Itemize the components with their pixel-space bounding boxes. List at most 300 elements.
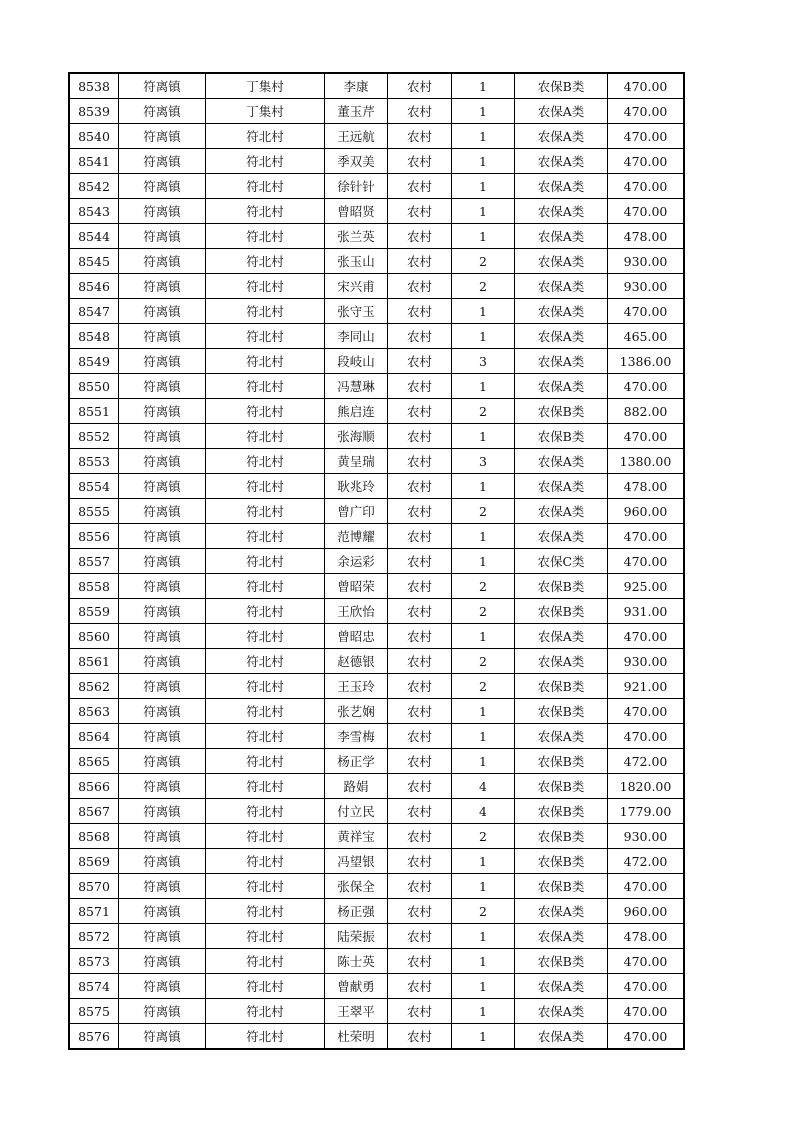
category-cell: 农保B类 xyxy=(515,424,608,449)
town-cell: 符离镇 xyxy=(119,499,206,524)
name-cell: 范博耀 xyxy=(325,524,388,549)
town-cell: 符离镇 xyxy=(119,599,206,624)
town-cell: 符离镇 xyxy=(119,299,206,324)
member-count-cell: 1 xyxy=(452,474,515,499)
town-cell: 符离镇 xyxy=(119,874,206,899)
town-cell: 符离镇 xyxy=(119,424,206,449)
member-count-cell: 1 xyxy=(452,374,515,399)
household-type-cell: 农村 xyxy=(388,974,452,999)
category-cell: 农保A类 xyxy=(515,524,608,549)
member-count-cell: 1 xyxy=(452,974,515,999)
member-count-cell: 1 xyxy=(452,199,515,224)
table-row xyxy=(69,349,684,374)
town-cell: 符离镇 xyxy=(119,474,206,499)
amount-cell: 470.00 xyxy=(608,174,685,199)
row-number-cell: 8549 xyxy=(69,349,119,374)
category-cell: 农保A类 xyxy=(515,499,608,524)
village-cell: 符北村 xyxy=(206,224,325,249)
member-count-cell: 3 xyxy=(452,349,515,374)
table-row xyxy=(69,849,684,874)
village-cell: 符北村 xyxy=(206,749,325,774)
amount-cell: 465.00 xyxy=(608,324,685,349)
member-count-cell: 1 xyxy=(452,949,515,974)
village-cell: 符北村 xyxy=(206,899,325,924)
row-number-cell: 8556 xyxy=(69,524,119,549)
village-cell: 符北村 xyxy=(206,624,325,649)
amount-cell: 470.00 xyxy=(608,374,685,399)
member-count-cell: 1 xyxy=(452,999,515,1024)
amount-cell: 472.00 xyxy=(608,849,685,874)
category-cell: 农保B类 xyxy=(515,824,608,849)
name-cell: 张艺娴 xyxy=(325,699,388,724)
table-row xyxy=(69,674,684,699)
category-cell: 农保A类 xyxy=(515,474,608,499)
household-type-cell: 农村 xyxy=(388,524,452,549)
table-row xyxy=(69,774,684,799)
village-cell: 符北村 xyxy=(206,324,325,349)
category-cell: 农保B类 xyxy=(515,73,608,99)
row-number-cell: 8541 xyxy=(69,149,119,174)
name-cell: 张玉山 xyxy=(325,249,388,274)
name-cell: 董玉芹 xyxy=(325,99,388,124)
household-type-cell: 农村 xyxy=(388,249,452,274)
town-cell: 符离镇 xyxy=(119,149,206,174)
village-cell: 符北村 xyxy=(206,949,325,974)
amount-cell: 930.00 xyxy=(608,824,685,849)
table-row xyxy=(69,149,684,174)
town-cell: 符离镇 xyxy=(119,399,206,424)
village-cell: 符北村 xyxy=(206,699,325,724)
member-count-cell: 1 xyxy=(452,874,515,899)
table-row xyxy=(69,324,684,349)
row-number-cell: 8572 xyxy=(69,924,119,949)
member-count-cell: 1 xyxy=(452,124,515,149)
name-cell: 曾献勇 xyxy=(325,974,388,999)
table-row xyxy=(69,949,684,974)
town-cell: 符离镇 xyxy=(119,774,206,799)
category-cell: 农保C类 xyxy=(515,549,608,574)
amount-cell: 470.00 xyxy=(608,549,685,574)
household-type-cell: 农村 xyxy=(388,274,452,299)
village-cell: 符北村 xyxy=(206,274,325,299)
category-cell: 农保B类 xyxy=(515,949,608,974)
name-cell: 张海顺 xyxy=(325,424,388,449)
member-count-cell: 1 xyxy=(452,299,515,324)
row-number-cell: 8540 xyxy=(69,124,119,149)
row-number-cell: 8568 xyxy=(69,824,119,849)
household-type-cell: 农村 xyxy=(388,73,452,99)
row-number-cell: 8547 xyxy=(69,299,119,324)
amount-cell: 925.00 xyxy=(608,574,685,599)
category-cell: 农保A类 xyxy=(515,624,608,649)
row-number-cell: 8557 xyxy=(69,549,119,574)
member-count-cell: 2 xyxy=(452,674,515,699)
category-cell: 农保B类 xyxy=(515,774,608,799)
village-cell: 符北村 xyxy=(206,824,325,849)
row-number-cell: 8566 xyxy=(69,774,119,799)
table-row xyxy=(69,549,684,574)
table-row xyxy=(69,374,684,399)
name-cell: 李同山 xyxy=(325,324,388,349)
household-type-cell: 农村 xyxy=(388,124,452,149)
household-type-cell: 农村 xyxy=(388,924,452,949)
village-cell: 符北村 xyxy=(206,999,325,1024)
row-number-cell: 8558 xyxy=(69,574,119,599)
category-cell: 农保A类 xyxy=(515,174,608,199)
member-count-cell: 2 xyxy=(452,899,515,924)
amount-cell: 470.00 xyxy=(608,299,685,324)
category-cell: 农保A类 xyxy=(515,924,608,949)
member-count-cell: 2 xyxy=(452,249,515,274)
row-number-cell: 8552 xyxy=(69,424,119,449)
household-type-cell: 农村 xyxy=(388,849,452,874)
row-number-cell: 8563 xyxy=(69,699,119,724)
amount-cell: 1386.00 xyxy=(608,349,685,374)
village-cell: 符北村 xyxy=(206,149,325,174)
member-count-cell: 1 xyxy=(452,73,515,99)
town-cell: 符离镇 xyxy=(119,199,206,224)
village-cell: 符北村 xyxy=(206,474,325,499)
member-count-cell: 4 xyxy=(452,799,515,824)
member-count-cell: 2 xyxy=(452,824,515,849)
table-row xyxy=(69,724,684,749)
member-count-cell: 1 xyxy=(452,699,515,724)
row-number-cell: 8570 xyxy=(69,874,119,899)
household-type-cell: 农村 xyxy=(388,424,452,449)
category-cell: 农保B类 xyxy=(515,399,608,424)
member-count-cell: 3 xyxy=(452,449,515,474)
table-row xyxy=(69,274,684,299)
table-row xyxy=(69,299,684,324)
row-number-cell: 8544 xyxy=(69,224,119,249)
row-number-cell: 8539 xyxy=(69,99,119,124)
allowance-table xyxy=(68,72,685,1050)
table-body xyxy=(69,73,684,1049)
category-cell: 农保B类 xyxy=(515,574,608,599)
member-count-cell: 1 xyxy=(452,924,515,949)
member-count-cell: 1 xyxy=(452,724,515,749)
village-cell: 符北村 xyxy=(206,299,325,324)
table-row xyxy=(69,574,684,599)
amount-cell: 470.00 xyxy=(608,974,685,999)
row-number-cell: 8546 xyxy=(69,274,119,299)
category-cell: 农保B类 xyxy=(515,674,608,699)
village-cell: 符北村 xyxy=(206,374,325,399)
category-cell: 农保A类 xyxy=(515,349,608,374)
amount-cell: 470.00 xyxy=(608,199,685,224)
row-number-cell: 8543 xyxy=(69,199,119,224)
household-type-cell: 农村 xyxy=(388,574,452,599)
amount-cell: 478.00 xyxy=(608,474,685,499)
table-row xyxy=(69,424,684,449)
amount-cell: 930.00 xyxy=(608,649,685,674)
table-row xyxy=(69,449,684,474)
town-cell: 符离镇 xyxy=(119,124,206,149)
town-cell: 符离镇 xyxy=(119,349,206,374)
household-type-cell: 农村 xyxy=(388,699,452,724)
town-cell: 符离镇 xyxy=(119,824,206,849)
town-cell: 符离镇 xyxy=(119,73,206,99)
amount-cell: 882.00 xyxy=(608,399,685,424)
table-row xyxy=(69,499,684,524)
name-cell: 王远航 xyxy=(325,124,388,149)
member-count-cell: 1 xyxy=(452,524,515,549)
table-row xyxy=(69,124,684,149)
household-type-cell: 农村 xyxy=(388,674,452,699)
table-row xyxy=(69,824,684,849)
household-type-cell: 农村 xyxy=(388,374,452,399)
village-cell: 符北村 xyxy=(206,924,325,949)
town-cell: 符离镇 xyxy=(119,949,206,974)
member-count-cell: 2 xyxy=(452,574,515,599)
amount-cell: 472.00 xyxy=(608,749,685,774)
row-number-cell: 8545 xyxy=(69,249,119,274)
category-cell: 农保A类 xyxy=(515,1024,608,1050)
row-number-cell: 8569 xyxy=(69,849,119,874)
amount-cell: 470.00 xyxy=(608,999,685,1024)
table-row xyxy=(69,224,684,249)
household-type-cell: 农村 xyxy=(388,99,452,124)
name-cell: 曾广印 xyxy=(325,499,388,524)
town-cell: 符离镇 xyxy=(119,624,206,649)
village-cell: 符北村 xyxy=(206,974,325,999)
table-row xyxy=(69,699,684,724)
member-count-cell: 2 xyxy=(452,274,515,299)
amount-cell: 930.00 xyxy=(608,274,685,299)
name-cell: 王翠平 xyxy=(325,999,388,1024)
table-row xyxy=(69,624,684,649)
name-cell: 杜荣明 xyxy=(325,1024,388,1050)
household-type-cell: 农村 xyxy=(388,649,452,674)
name-cell: 余运彩 xyxy=(325,549,388,574)
town-cell: 符离镇 xyxy=(119,574,206,599)
row-number-cell: 8548 xyxy=(69,324,119,349)
category-cell: 农保B类 xyxy=(515,749,608,774)
row-number-cell: 8551 xyxy=(69,399,119,424)
row-number-cell: 8561 xyxy=(69,649,119,674)
amount-cell: 470.00 xyxy=(608,949,685,974)
name-cell: 张保全 xyxy=(325,874,388,899)
household-type-cell: 农村 xyxy=(388,499,452,524)
table-row xyxy=(69,799,684,824)
town-cell: 符离镇 xyxy=(119,999,206,1024)
amount-cell: 930.00 xyxy=(608,249,685,274)
table-row xyxy=(69,99,684,124)
row-number-cell: 8560 xyxy=(69,624,119,649)
category-cell: 农保A类 xyxy=(515,649,608,674)
category-cell: 农保A类 xyxy=(515,449,608,474)
name-cell: 张兰英 xyxy=(325,224,388,249)
member-count-cell: 1 xyxy=(452,849,515,874)
amount-cell: 960.00 xyxy=(608,499,685,524)
table-row xyxy=(69,899,684,924)
household-type-cell: 农村 xyxy=(388,799,452,824)
name-cell: 陆荣振 xyxy=(325,924,388,949)
name-cell: 段岐山 xyxy=(325,349,388,374)
member-count-cell: 1 xyxy=(452,1024,515,1050)
name-cell: 宋兴甫 xyxy=(325,274,388,299)
village-cell: 符北村 xyxy=(206,424,325,449)
amount-cell: 470.00 xyxy=(608,874,685,899)
amount-cell: 478.00 xyxy=(608,224,685,249)
household-type-cell: 农村 xyxy=(388,324,452,349)
town-cell: 符离镇 xyxy=(119,849,206,874)
name-cell: 黄呈瑞 xyxy=(325,449,388,474)
village-cell: 符北村 xyxy=(206,874,325,899)
name-cell: 杨正强 xyxy=(325,899,388,924)
category-cell: 农保A类 xyxy=(515,274,608,299)
amount-cell: 470.00 xyxy=(608,149,685,174)
household-type-cell: 农村 xyxy=(388,474,452,499)
household-type-cell: 农村 xyxy=(388,449,452,474)
name-cell: 徐针针 xyxy=(325,174,388,199)
village-cell: 符北村 xyxy=(206,774,325,799)
amount-cell: 470.00 xyxy=(608,1024,685,1050)
village-cell: 符北村 xyxy=(206,574,325,599)
name-cell: 李康 xyxy=(325,73,388,99)
row-number-cell: 8542 xyxy=(69,174,119,199)
table-row xyxy=(69,474,684,499)
town-cell: 符离镇 xyxy=(119,1024,206,1050)
village-cell: 符北村 xyxy=(206,524,325,549)
town-cell: 符离镇 xyxy=(119,374,206,399)
village-cell: 符北村 xyxy=(206,349,325,374)
member-count-cell: 2 xyxy=(452,599,515,624)
amount-cell: 470.00 xyxy=(608,699,685,724)
category-cell: 农保A类 xyxy=(515,199,608,224)
table-row xyxy=(69,999,684,1024)
category-cell: 农保A类 xyxy=(515,299,608,324)
name-cell: 张守玉 xyxy=(325,299,388,324)
household-type-cell: 农村 xyxy=(388,549,452,574)
household-type-cell: 农村 xyxy=(388,149,452,174)
village-cell: 符北村 xyxy=(206,399,325,424)
name-cell: 李雪梅 xyxy=(325,724,388,749)
table-row xyxy=(69,974,684,999)
name-cell: 冯慧琳 xyxy=(325,374,388,399)
category-cell: 农保A类 xyxy=(515,899,608,924)
amount-cell: 470.00 xyxy=(608,624,685,649)
name-cell: 曾昭荣 xyxy=(325,574,388,599)
row-number-cell: 8553 xyxy=(69,449,119,474)
table-row xyxy=(69,749,684,774)
category-cell: 农保B类 xyxy=(515,874,608,899)
name-cell: 季双美 xyxy=(325,149,388,174)
name-cell: 杨正学 xyxy=(325,749,388,774)
amount-cell: 1380.00 xyxy=(608,449,685,474)
town-cell: 符离镇 xyxy=(119,324,206,349)
member-count-cell: 1 xyxy=(452,424,515,449)
row-number-cell: 8575 xyxy=(69,999,119,1024)
name-cell: 付立民 xyxy=(325,799,388,824)
village-cell: 符北村 xyxy=(206,599,325,624)
table-row xyxy=(69,924,684,949)
name-cell: 耿兆玲 xyxy=(325,474,388,499)
member-count-cell: 1 xyxy=(452,749,515,774)
town-cell: 符离镇 xyxy=(119,749,206,774)
category-cell: 农保A类 xyxy=(515,974,608,999)
table-row xyxy=(69,1024,684,1050)
town-cell: 符离镇 xyxy=(119,974,206,999)
category-cell: 农保A类 xyxy=(515,724,608,749)
row-number-cell: 8564 xyxy=(69,724,119,749)
village-cell: 符北村 xyxy=(206,249,325,274)
table-row xyxy=(69,73,684,99)
town-cell: 符离镇 xyxy=(119,249,206,274)
town-cell: 符离镇 xyxy=(119,224,206,249)
amount-cell: 470.00 xyxy=(608,524,685,549)
row-number-cell: 8573 xyxy=(69,949,119,974)
member-count-cell: 1 xyxy=(452,324,515,349)
household-type-cell: 农村 xyxy=(388,824,452,849)
table-row xyxy=(69,874,684,899)
name-cell: 路娟 xyxy=(325,774,388,799)
row-number-cell: 8555 xyxy=(69,499,119,524)
row-number-cell: 8574 xyxy=(69,974,119,999)
name-cell: 赵德银 xyxy=(325,649,388,674)
table-row xyxy=(69,524,684,549)
category-cell: 农保A类 xyxy=(515,374,608,399)
table-row xyxy=(69,199,684,224)
village-cell: 丁集村 xyxy=(206,99,325,124)
table-row xyxy=(69,599,684,624)
household-type-cell: 农村 xyxy=(388,999,452,1024)
household-type-cell: 农村 xyxy=(388,399,452,424)
village-cell: 符北村 xyxy=(206,124,325,149)
town-cell: 符离镇 xyxy=(119,274,206,299)
member-count-cell: 1 xyxy=(452,99,515,124)
category-cell: 农保B类 xyxy=(515,799,608,824)
village-cell: 符北村 xyxy=(206,849,325,874)
town-cell: 符离镇 xyxy=(119,649,206,674)
amount-cell: 1820.00 xyxy=(608,774,685,799)
category-cell: 农保B类 xyxy=(515,599,608,624)
amount-cell: 470.00 xyxy=(608,99,685,124)
village-cell: 丁集村 xyxy=(206,73,325,99)
amount-cell: 470.00 xyxy=(608,424,685,449)
member-count-cell: 4 xyxy=(452,774,515,799)
member-count-cell: 1 xyxy=(452,624,515,649)
member-count-cell: 1 xyxy=(452,224,515,249)
village-cell: 符北村 xyxy=(206,1024,325,1050)
table-row xyxy=(69,649,684,674)
category-cell: 农保B类 xyxy=(515,849,608,874)
village-cell: 符北村 xyxy=(206,499,325,524)
row-number-cell: 8571 xyxy=(69,899,119,924)
row-number-cell: 8576 xyxy=(69,1024,119,1050)
row-number-cell: 8554 xyxy=(69,474,119,499)
table-row xyxy=(69,174,684,199)
household-type-cell: 农村 xyxy=(388,949,452,974)
member-count-cell: 1 xyxy=(452,549,515,574)
household-type-cell: 农村 xyxy=(388,1024,452,1050)
category-cell: 农保A类 xyxy=(515,124,608,149)
category-cell: 农保A类 xyxy=(515,249,608,274)
household-type-cell: 农村 xyxy=(388,899,452,924)
amount-cell: 1779.00 xyxy=(608,799,685,824)
village-cell: 符北村 xyxy=(206,449,325,474)
village-cell: 符北村 xyxy=(206,724,325,749)
member-count-cell: 1 xyxy=(452,149,515,174)
household-type-cell: 农村 xyxy=(388,224,452,249)
amount-cell: 470.00 xyxy=(608,724,685,749)
household-type-cell: 农村 xyxy=(388,624,452,649)
village-cell: 符北村 xyxy=(206,674,325,699)
town-cell: 符离镇 xyxy=(119,724,206,749)
name-cell: 王玉玲 xyxy=(325,674,388,699)
category-cell: 农保A类 xyxy=(515,149,608,174)
member-count-cell: 2 xyxy=(452,499,515,524)
